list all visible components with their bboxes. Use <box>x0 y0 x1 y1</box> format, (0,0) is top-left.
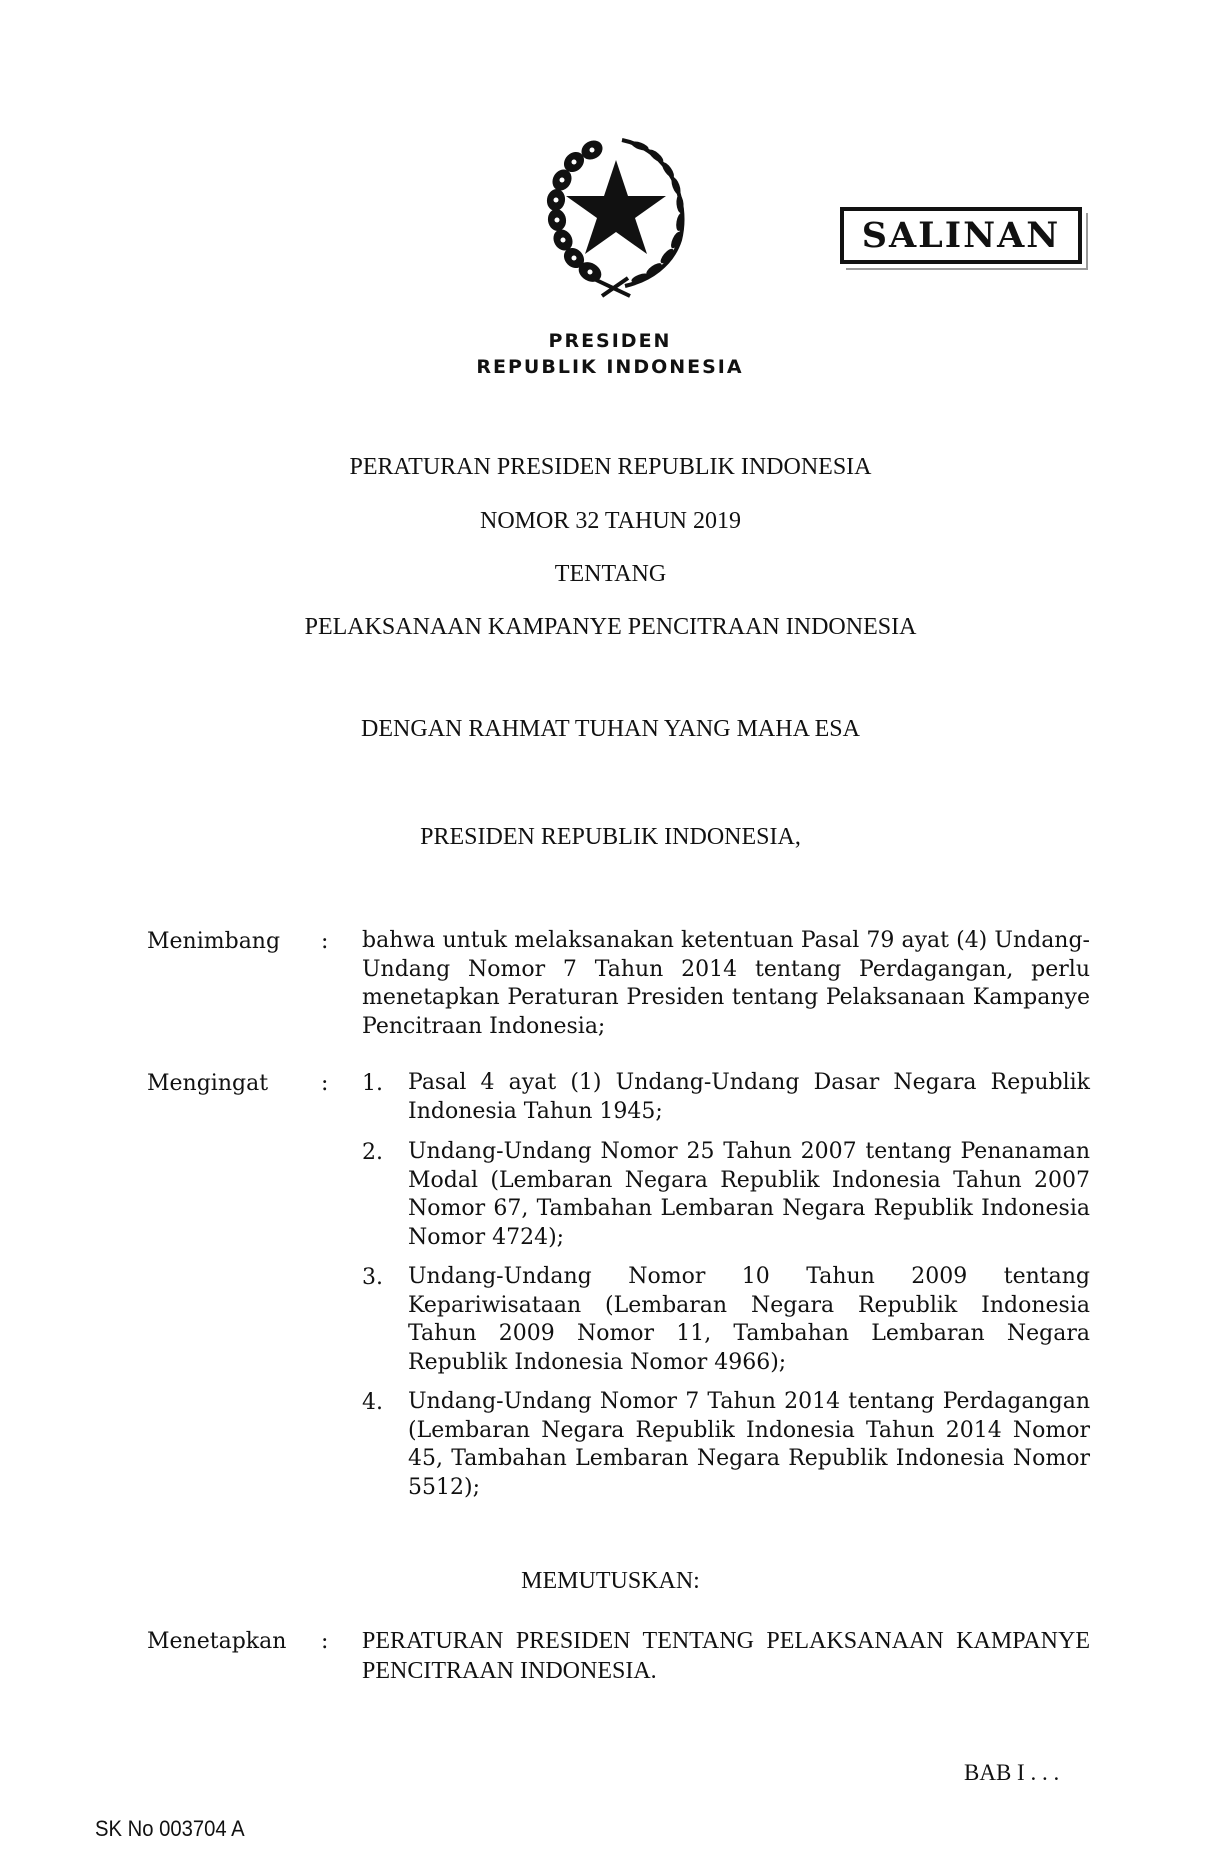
institution-name-line1: PRESIDEN <box>548 330 672 352</box>
mengingat-item-1-text: Pasal 4 ayat (1) Undang-Undang Dasar Negara Republik Indonesia Tahun 1945; <box>408 1070 1090 1124</box>
menetapkan-label: Menetapkan <box>147 1629 287 1654</box>
menimbang-colon: : <box>321 929 329 954</box>
regulation-subject: PELAKSANAAN KAMPANYE PENCITRAAN INDONESIA <box>304 614 917 640</box>
next-page-reference: BAB I . . . <box>964 1760 1060 1785</box>
institution-name-line2: REPUBLIK INDONESIA <box>476 356 744 378</box>
issuer: PRESIDEN REPUBLIK INDONESIA, <box>420 824 801 850</box>
mengingat-label: Mengingat <box>147 1071 269 1096</box>
mengingat-item-2-text: Undang-Undang Nomor 25 Tahun 2007 tentang Penanaman Modal (Lembaran Negara Republik Indonesia Tahun 2007 Nomor 67, Tambahan Lembaran Negara Republik Indonesia Nomor 4724); <box>408 1139 1090 1250</box>
mengingat-item-2-number: 2. <box>362 1140 383 1165</box>
menimbang-text: bahwa untuk melaksanakan ketentuan Pasal 79 ayat (4) Undang-Undang Nomor 7 Tahun 2014 tentang Perdagangan, perlu menetapkan Peraturan Presiden tentang Pelaksanaan Kampanye Pencitraan Indonesia; <box>362 928 1090 1039</box>
mengingat-item-1-number: 1. <box>362 1071 383 1096</box>
salinan-stamp: SALINAN <box>840 207 1082 264</box>
menetapkan-text: PERATURAN PRESIDEN TENTANG PELAKSANAAN KAMPANYE PENCITRAAN INDONESIA. <box>362 1628 1090 1684</box>
mengingat-item-3-number: 3. <box>362 1265 383 1290</box>
regulation-about: TENTANG <box>554 561 667 587</box>
menimbang-label: Menimbang <box>147 929 281 954</box>
invocation: DENGAN RAHMAT TUHAN YANG MAHA ESA <box>361 716 860 742</box>
regulation-title: PERATURAN PRESIDEN REPUBLIK INDONESIA <box>349 454 872 480</box>
menetapkan-colon: : <box>321 1629 329 1654</box>
mengingat-item-4-text: Undang-Undang Nomor 7 Tahun 2014 tentang Perdagangan (Lembaran Negara Republik Indonesia Tahun 2014 Nomor 45, Tambahan Lembaran Negara Republik Indonesia Nomor 5512); <box>408 1389 1090 1500</box>
mengingat-item-4-number: 4. <box>362 1390 383 1415</box>
mengingat-item-3-text: Undang-Undang Nomor 10 Tahun 2009 tentang Kepariwisataan (Lembaran Negara Republik Indonesia Tahun 2009 Nomor 11, Tambahan Lembaran Negara Republik Indonesia Nomor 4966); <box>408 1264 1090 1375</box>
sk-number: SK No 003704 A <box>95 1816 245 1841</box>
mengingat-colon: : <box>321 1071 329 1096</box>
memutuskan-heading: MEMUTUSKAN: <box>521 1568 700 1594</box>
regulation-number: NOMOR 32 TAHUN 2019 <box>480 508 741 534</box>
presidential-emblem-icon <box>530 130 702 302</box>
